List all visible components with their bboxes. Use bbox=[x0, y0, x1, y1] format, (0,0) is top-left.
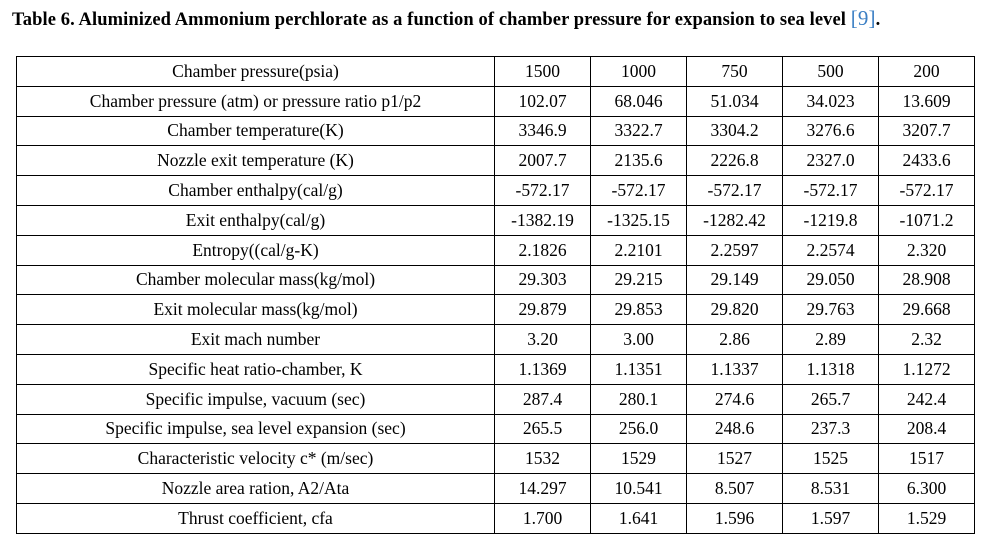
table-cell: 2.89 bbox=[783, 325, 879, 355]
table-cell: 2433.6 bbox=[879, 146, 975, 176]
table-cell: 1.596 bbox=[687, 503, 783, 533]
table-row bbox=[17, 116, 975, 146]
table-cell: 8.531 bbox=[783, 474, 879, 504]
table-cell: 2.86 bbox=[687, 325, 783, 355]
row-label: Chamber enthalpy(cal/g) bbox=[17, 176, 495, 206]
row-label: Chamber temperature(K) bbox=[17, 116, 495, 146]
table-cell: 1.529 bbox=[879, 503, 975, 533]
table-row bbox=[17, 57, 975, 87]
table-cell: 1.1369 bbox=[495, 354, 591, 384]
table-cell: 237.3 bbox=[783, 414, 879, 444]
table-cell: 1517 bbox=[879, 444, 975, 474]
table-row bbox=[17, 205, 975, 235]
table-cell: 248.6 bbox=[687, 414, 783, 444]
table-cell: -1219.8 bbox=[783, 205, 879, 235]
table-cell: 2135.6 bbox=[591, 146, 687, 176]
caption-text: Table 6. Aluminized Ammonium perchlorate as a function of chamber pressure for expansion to sea level bbox=[12, 10, 851, 30]
table-cell: 29.303 bbox=[495, 265, 591, 295]
table-body bbox=[17, 57, 975, 534]
table-cell: 242.4 bbox=[879, 384, 975, 414]
row-label: Thrust coefficient, cfa bbox=[17, 503, 495, 533]
table-cell: 265.7 bbox=[783, 384, 879, 414]
table-row bbox=[17, 235, 975, 265]
table-row bbox=[17, 176, 975, 206]
table-cell: 51.034 bbox=[687, 86, 783, 116]
table-cell: -572.17 bbox=[687, 176, 783, 206]
table-cell: 2007.7 bbox=[495, 146, 591, 176]
row-label: Chamber pressure (atm) or pressure ratio p1/p2 bbox=[17, 86, 495, 116]
table-row bbox=[17, 295, 975, 325]
row-label: Specific impulse, vacuum (sec) bbox=[17, 384, 495, 414]
caption-period: . bbox=[875, 10, 881, 30]
table-cell: 1.1272 bbox=[879, 354, 975, 384]
table-cell: 102.07 bbox=[495, 86, 591, 116]
table-cell: 29.668 bbox=[879, 295, 975, 325]
table-cell: 2.1826 bbox=[495, 235, 591, 265]
table-row bbox=[17, 146, 975, 176]
table-cell: 2.2574 bbox=[783, 235, 879, 265]
table-cell: 2.320 bbox=[879, 235, 975, 265]
table-cell: 34.023 bbox=[783, 86, 879, 116]
table-cell: 1527 bbox=[687, 444, 783, 474]
table-cell: 287.4 bbox=[495, 384, 591, 414]
row-label: Chamber pressure(psia) bbox=[17, 57, 495, 87]
table-cell: 1.1318 bbox=[783, 354, 879, 384]
table-cell: 1000 bbox=[591, 57, 687, 87]
table-row bbox=[17, 474, 975, 504]
row-label: Characteristic velocity c* (m/sec) bbox=[17, 444, 495, 474]
table-cell: -572.17 bbox=[879, 176, 975, 206]
table-cell: 8.507 bbox=[687, 474, 783, 504]
table-cell: -572.17 bbox=[495, 176, 591, 206]
table-row bbox=[17, 503, 975, 533]
table-cell: 274.6 bbox=[687, 384, 783, 414]
row-label: Nozzle area ration, A2/Ata bbox=[17, 474, 495, 504]
table-cell: 3207.7 bbox=[879, 116, 975, 146]
table-cell: -1071.2 bbox=[879, 205, 975, 235]
table-row bbox=[17, 384, 975, 414]
table-cell: 29.149 bbox=[687, 265, 783, 295]
table-cell: 29.853 bbox=[591, 295, 687, 325]
table-row bbox=[17, 414, 975, 444]
table-cell: 29.215 bbox=[591, 265, 687, 295]
table-cell: -1325.15 bbox=[591, 205, 687, 235]
table-cell: 13.609 bbox=[879, 86, 975, 116]
table-cell: 28.908 bbox=[879, 265, 975, 295]
row-label: Exit molecular mass(kg/mol) bbox=[17, 295, 495, 325]
row-label: Specific impulse, sea level expansion (sec) bbox=[17, 414, 495, 444]
table-cell: 3322.7 bbox=[591, 116, 687, 146]
table-cell: 1525 bbox=[783, 444, 879, 474]
table-cell: 2327.0 bbox=[783, 146, 879, 176]
table-row bbox=[17, 265, 975, 295]
table-cell: 1.1337 bbox=[687, 354, 783, 384]
table-cell: -1282.42 bbox=[687, 205, 783, 235]
row-label: Exit mach number bbox=[17, 325, 495, 355]
table-cell: 256.0 bbox=[591, 414, 687, 444]
row-label: Exit enthalpy(cal/g) bbox=[17, 205, 495, 235]
table-cell: 2.2597 bbox=[687, 235, 783, 265]
table-caption bbox=[12, 6, 880, 31]
row-label: Nozzle exit temperature (K) bbox=[17, 146, 495, 176]
table-cell: 29.820 bbox=[687, 295, 783, 325]
table-cell: 500 bbox=[783, 57, 879, 87]
table-cell: 3.00 bbox=[591, 325, 687, 355]
table-cell: 68.046 bbox=[591, 86, 687, 116]
table-cell: 1.597 bbox=[783, 503, 879, 533]
row-label: Specific heat ratio-chamber, K bbox=[17, 354, 495, 384]
table-cell: 750 bbox=[687, 57, 783, 87]
table-cell: 3.20 bbox=[495, 325, 591, 355]
table-cell: 280.1 bbox=[591, 384, 687, 414]
table-cell: 3346.9 bbox=[495, 116, 591, 146]
table-cell: 1532 bbox=[495, 444, 591, 474]
table-cell: 265.5 bbox=[495, 414, 591, 444]
table-cell: 208.4 bbox=[879, 414, 975, 444]
row-label: Chamber molecular mass(kg/mol) bbox=[17, 265, 495, 295]
table-cell: 3276.6 bbox=[783, 116, 879, 146]
table-cell: 1500 bbox=[495, 57, 591, 87]
table-row bbox=[17, 354, 975, 384]
table-cell: -572.17 bbox=[591, 176, 687, 206]
table-cell: 29.763 bbox=[783, 295, 879, 325]
table-row bbox=[17, 325, 975, 355]
data-table bbox=[16, 56, 975, 534]
table-cell: 29.879 bbox=[495, 295, 591, 325]
table-cell: 29.050 bbox=[783, 265, 879, 295]
table-cell: 1.641 bbox=[591, 503, 687, 533]
table-cell: 14.297 bbox=[495, 474, 591, 504]
table-cell: -572.17 bbox=[783, 176, 879, 206]
table-cell: 1.1351 bbox=[591, 354, 687, 384]
table-cell: 3304.2 bbox=[687, 116, 783, 146]
table-cell: 6.300 bbox=[879, 474, 975, 504]
table-cell: 200 bbox=[879, 57, 975, 87]
table-cell: 2226.8 bbox=[687, 146, 783, 176]
reference-link[interactable]: [9] bbox=[850, 6, 876, 30]
table-cell: -1382.19 bbox=[495, 205, 591, 235]
table-cell: 2.2101 bbox=[591, 235, 687, 265]
table-cell: 1.700 bbox=[495, 503, 591, 533]
table-cell: 2.32 bbox=[879, 325, 975, 355]
table-cell: 1529 bbox=[591, 444, 687, 474]
table-row bbox=[17, 86, 975, 116]
table-cell: 10.541 bbox=[591, 474, 687, 504]
table-row bbox=[17, 444, 975, 474]
row-label: Entropy((cal/g-K) bbox=[17, 235, 495, 265]
